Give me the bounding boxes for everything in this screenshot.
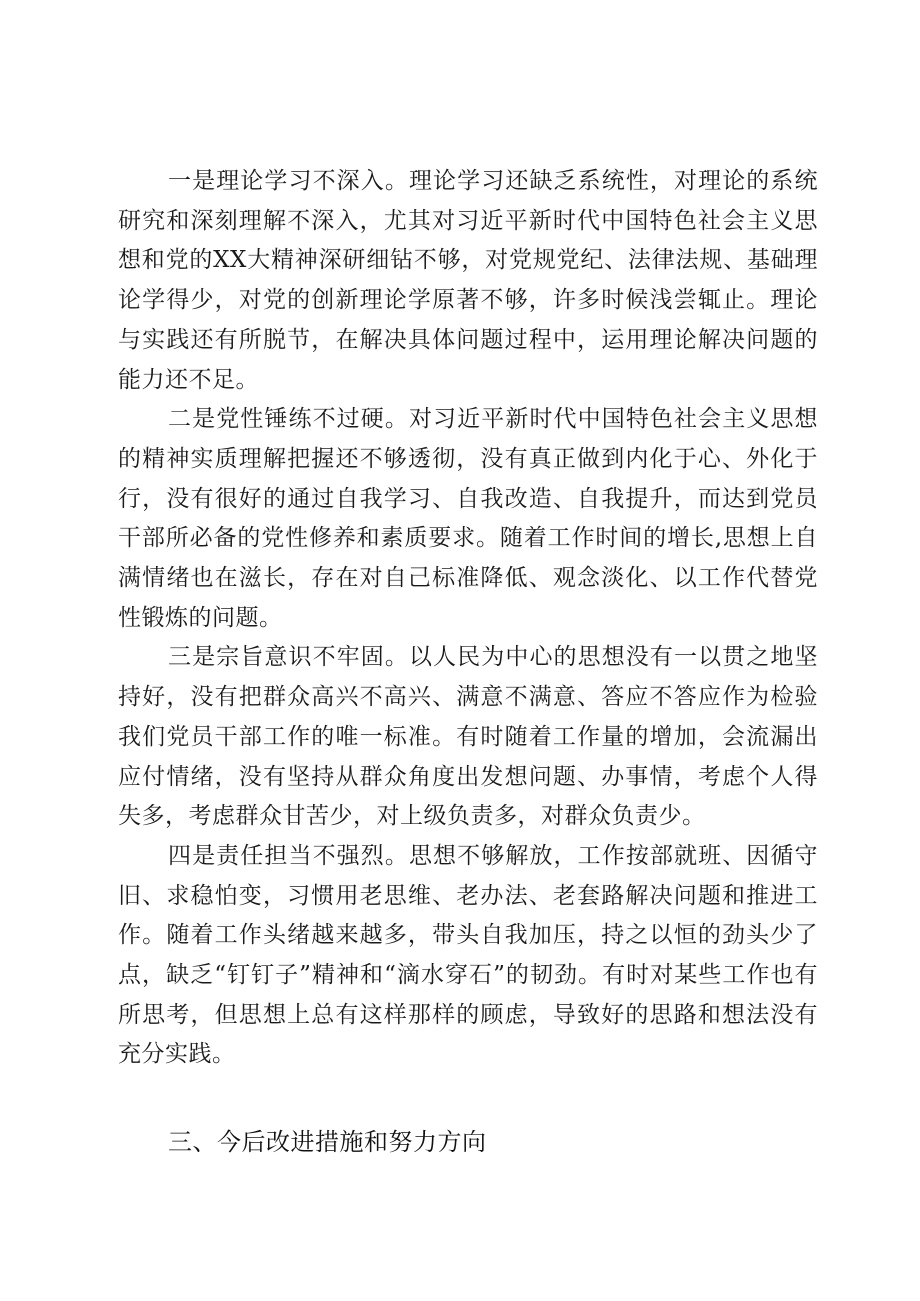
- paragraph-party-spirit: 二是党性锤练不过硬。对习近平新时代中国特色社会主义思想的精神实质理解把握还不够透彻，没有真正做到内化于心、外化于行，没有很好的通过自我学习、自我改造、自我提升，而达到党员干部所必备的党性修养和素质要求。随着工作时间的增长,思想上自满情绪也在滋长，存在对自己标准降低、观念淡化、以工作代替党性锻炼的问题。: [118, 406, 818, 631]
- document-body: [118, 162, 818, 1075]
- paragraph-purpose-awareness: 三是宗旨意识不牢固。以人民为中心的思想没有一以贯之地坚持好，没有把群众高兴不高兴、满意不满意、答应不答应作为检验我们党员干部工作的唯一标准。有时随着工作量的增加，会流漏出应付情绪，没有坚持从群众角度出发想问题、办事情，考虑个人得失多，考虑群众甘苦少，对上级负责多，对群众负责少。: [118, 644, 818, 830]
- section-heading: 三、今后改进措施和努力方向: [168, 1128, 487, 1156]
- paragraph-theory-study: 一是理论学习不深入。理论学习还缺乏系统性，对理论的系统研究和深刻理解不深入，尤其对习近平新时代中国特色社会主义思想和党的XX大精神深研细钻不够，对党规党纪、法律法规、基础理论学得少，对党的创新理论学原著不够，许多时候浅尝辄止。理论与实践还有所脱节，在解决具体问题过程中，运用理论解决问题的能力还不足。: [118, 168, 818, 393]
- paragraph-responsibility: 四是责任担当不强烈。思想不够解放，工作按部就班、因循守旧、求稳怕变，习惯用老思维、老办法、老套路解决问题和推进工作。随着工作头绪越来越多，带头自我加压，持之以恒的劲头少了点，缺乏“钉钉子”精神和“滴水穿石”的韧劲。有时对某些工作也有所思考，但思想上总有这样那样的顾虑，导致好的思路和想法没有充分实践。: [118, 842, 818, 1068]
